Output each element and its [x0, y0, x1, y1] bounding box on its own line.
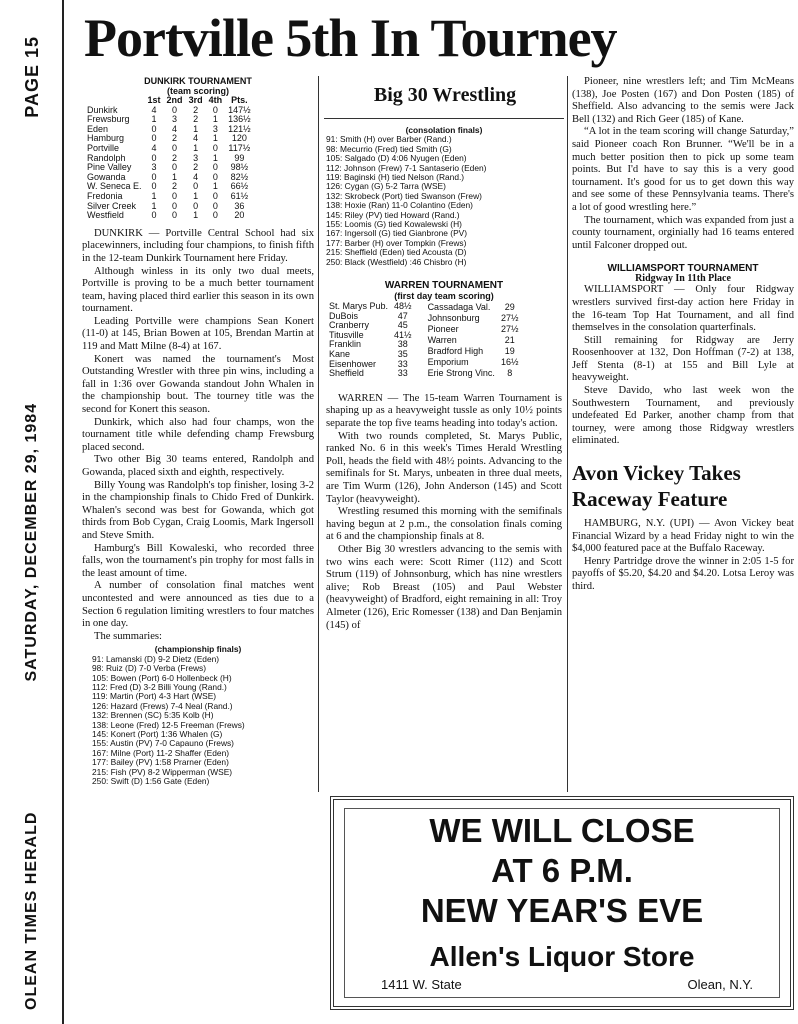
- team-stat: 1: [193, 210, 199, 221]
- team-stat: 0: [172, 210, 178, 221]
- divider: [324, 118, 564, 119]
- team-stat: 4: [151, 104, 157, 115]
- team-stat: 136½: [228, 114, 251, 125]
- column-right: [572, 76, 794, 594]
- team-points: 27½: [500, 312, 519, 323]
- summary-line: 91: Smith (H) over Barber (Rand.): [326, 134, 452, 145]
- article-paragraph: DUNKIRK — Portville Central School had six placewinners, including four champions, to finish fifth in the 12-team Dunkirk Tournament here Friday.: [82, 227, 314, 264]
- publication-name: OLEAN TIMES HERALD: [23, 811, 40, 1010]
- team-stat: 0: [212, 104, 218, 115]
- team-points: 48½: [394, 301, 412, 312]
- team-name: Fredonia: [87, 190, 123, 201]
- column-rule: [567, 76, 568, 792]
- team-stat: 0: [212, 210, 218, 221]
- team-stat: 3: [212, 123, 218, 134]
- team-stat: 117½: [228, 142, 251, 153]
- team-points: 27½: [500, 323, 519, 334]
- championship-summaries: [82, 645, 314, 786]
- summary-line: 138: Leone (Fred) 12-5 Freeman (Frews): [92, 719, 245, 730]
- team-stat: 1: [193, 190, 199, 201]
- team-stat: 1: [212, 114, 218, 125]
- team-name: Titusville: [329, 329, 364, 340]
- article-paragraph: HAMBURG, N.Y. (UPI) — Avon Vickey beat Financial Wizard by a head Friday night to win the $4,000 featured pace at the Buffalo Raceway.: [572, 518, 794, 555]
- column-header: 3rd: [188, 95, 203, 105]
- team-stat: 66½: [230, 181, 249, 192]
- column-header: 2nd: [166, 95, 183, 105]
- team-name: Hamburg: [87, 133, 125, 144]
- team-name: Frewsburg: [87, 114, 130, 125]
- team-stat: 121½: [228, 123, 251, 134]
- team-stat: 1: [193, 142, 199, 153]
- team-name: W. Seneca E.: [87, 181, 142, 192]
- team-name: Johnsonburg: [427, 312, 480, 323]
- dunkirk-table-title: DUNKIRK TOURNAMENT: [144, 76, 252, 86]
- portville-article: [82, 228, 314, 644]
- publication-date: SATURDAY, DECEMBER 29, 1984: [23, 402, 40, 682]
- dunkirk-standings-table: [84, 96, 254, 221]
- team-points: 21: [504, 334, 515, 345]
- team-stat: 0: [151, 181, 157, 192]
- ad-line-2: AT 6 P.M.: [491, 852, 633, 889]
- team-stat: 20: [234, 210, 245, 221]
- summary-line: 126: Hazard (Frews) 7-4 Neal (Rand.): [92, 700, 233, 711]
- team-stat: 0: [193, 200, 199, 211]
- team-stat: 0: [172, 162, 178, 173]
- article-paragraph: Although winless in its only two dual meets, Portville is proving to be a much better tournament team, having placed third earlier this season in its own tournament.: [82, 265, 314, 315]
- summary-line: 112: Fred (D) 3-2 Billi Young (Rand.): [92, 681, 227, 692]
- team-name: Kane: [329, 349, 351, 360]
- team-name: Gowanda: [87, 171, 126, 182]
- team-stat: 1: [212, 181, 218, 192]
- summary-line: 177: Bailey (PV) 1:58 Prarner (Eden): [92, 757, 229, 768]
- table-row: [425, 357, 522, 368]
- team-stat: 3: [151, 162, 157, 173]
- team-stat: 4: [151, 142, 157, 153]
- team-stat: 1: [151, 190, 157, 201]
- column-header: 4th: [208, 95, 223, 105]
- summary-line: 98: Mecurrio (Fred) tied Smith (G): [326, 143, 452, 154]
- summary-line: 98: Ruiz (D) 7-0 Verba (Frews): [92, 663, 207, 674]
- summary-line: 119: Baginski (H) tied Nelson (Rand.): [326, 172, 465, 183]
- team-stat: 0: [193, 181, 199, 192]
- article-paragraph: WILLIAMSPORT — Only four Ridgway wrestlers survived first-day action here Friday in the 16-team Top Hat Tournament, and all find themselves in the consolation quarterfinals.: [572, 284, 794, 334]
- williamsport-title: WILLIAMSPORT TOURNAMENT: [607, 263, 759, 275]
- team-name: Bradford High: [427, 345, 484, 356]
- warren-standings-left: [326, 302, 415, 379]
- team-points: 8: [507, 367, 513, 378]
- page-strip: [0, 0, 64, 1024]
- ad-line-1: WE WILL CLOSE: [429, 812, 695, 849]
- summary-line: 138: Hoxie (Ran) 11-0 Colantino (Eden): [326, 200, 473, 211]
- warren-table-subtitle: (first day team scoring): [394, 291, 494, 302]
- team-stat: 2: [172, 133, 178, 144]
- summary-line: 132: Skrobeck (Port) tied Swanson (Frew): [326, 190, 482, 201]
- team-stat: 0: [172, 104, 178, 115]
- article-paragraph: Hamburg's Bill Kowaleski, who recorded three falls, won the tournament's pin trophy for most falls in the least amount of time.: [82, 542, 314, 579]
- team-stat: 0: [151, 133, 157, 144]
- team-stat: 0: [151, 171, 157, 182]
- column-rule: [318, 76, 319, 792]
- summary-line: 126: Cygan (G) 5-2 Tarra (WSE): [326, 181, 446, 192]
- team-stat: 0: [212, 190, 218, 201]
- ad-store-name: Allen's Liquor Store: [429, 941, 695, 972]
- team-points: 19: [504, 345, 515, 356]
- article-paragraph: Steve Davido, who last week won the Southwestern Tournament, and previously undefeated Ed Parker, another champ from that tourney, were among those Ridgway wrestlers eliminated.: [572, 385, 794, 447]
- team-points: 47: [397, 310, 408, 321]
- article-paragraph: Other Big 30 wrestlers advancing to the semis with two wins each were: Scott Rimer (112) and Scott Strum (119) of Johnsonburg, which has nine wrestlers alive; Rob Breast (105) and Paul Webster (heavyweight) of Bradford, eight remaining in all: Troy Almeter (126), Eric Romesser (138) and Dan Benjamin (145) of: [326, 543, 562, 631]
- liquor-store-ad: [330, 796, 794, 1010]
- table-row: [425, 302, 522, 313]
- team-name: Pine Valley: [87, 162, 132, 173]
- consolation-header: (consolation finals): [405, 125, 483, 135]
- team-points: 33: [397, 368, 408, 379]
- article-paragraph: Pioneer, nine wrestlers left; and Tim McMeans (138), Joe Posten (167) and Don Posten (185) of Sheffield. Also advancing to the semis were Jack Bell (132) and Rich Geer (185) of Kane.: [572, 76, 794, 125]
- summary-line: 250: Swift (D) 1:56 Gate (Eden): [92, 776, 210, 786]
- summary-line: 215: Fish (PV) 8-2 Wipperman (WSE): [92, 766, 233, 777]
- team-stat: 147½: [228, 104, 251, 115]
- team-stat: 99: [234, 152, 245, 163]
- summary-line: 155: Austin (PV) 7-0 Capauno (Frews): [92, 738, 234, 749]
- ad-line-3: NEW YEAR'S EVE: [420, 892, 704, 929]
- team-stat: 1: [193, 123, 199, 134]
- team-stat: 0: [212, 162, 218, 173]
- table-row: [326, 369, 415, 379]
- team-name: Sheffield: [329, 368, 364, 379]
- team-stat: 2: [172, 152, 178, 163]
- page-headline: Portville 5th In Tourney: [84, 8, 617, 68]
- team-name: Silver Creek: [87, 200, 137, 211]
- summary-line: 112: Johnson (Frew) 7-1 Santaserio (Eden): [326, 162, 487, 173]
- team-stat: 36: [234, 200, 245, 211]
- team-stat: 0: [172, 200, 178, 211]
- team-name: Westfield: [87, 210, 124, 221]
- article-paragraph: Still remaining for Ridgway are Jerry Roosenhoover at 132, Don Hoffman (7-2) at 138, Jeff Stenta (8-1) at 155 and Bill Lyle at heavyweight.: [572, 334, 794, 384]
- team-stat: 2: [172, 181, 178, 192]
- team-stat: 0: [212, 171, 218, 182]
- team-points: 45: [397, 320, 408, 331]
- team-name: Cassadaga Val.: [427, 301, 491, 312]
- avon-article: [572, 518, 794, 594]
- team-points: 16½: [500, 356, 519, 367]
- team-stat: 82½: [230, 171, 249, 182]
- team-stat: 61½: [230, 190, 249, 201]
- team-stat: 1: [151, 114, 157, 125]
- williamsport-article: [572, 284, 794, 448]
- column-header: 1st: [147, 95, 161, 105]
- team-points: 35: [397, 349, 408, 360]
- summary-line: 105: Bowen (Port) 6-0 Hollenbeck (H): [92, 672, 232, 683]
- table-row: [425, 346, 522, 357]
- table-row: [425, 324, 522, 335]
- team-name: Portville: [87, 142, 120, 153]
- team-name: Cranberry: [329, 320, 370, 331]
- article-paragraph: Leading Portville were champions Sean Konert (11-0) at 145, Brian Bowen at 105, Brendan Martin at 119 and Matt Milne (8-4) at 167.: [82, 315, 314, 353]
- summary-line: 167: Milne (Port) 11-2 Shaffer (Eden): [92, 747, 230, 758]
- table-row: [425, 313, 522, 324]
- avon-headline: Avon Vickey Takes Raceway Feature: [572, 461, 741, 512]
- column-middle: [326, 126, 562, 632]
- summary-line: 145: Konert (Port) 1:36 Whalen (G): [92, 728, 223, 739]
- team-points: 29: [504, 301, 515, 312]
- article-paragraph: Wrestling resumed this morning with the semifinals having begun at 2 p.m., the consolation finals coming at 6 and the championship finals at 8.: [326, 506, 562, 543]
- team-stat: 120: [231, 133, 247, 144]
- table-row: [84, 211, 254, 221]
- article-paragraph: Konert was named the tournament's Most Outstanding Wrestler with three pin wins, including a fall in 1:36 over Gowanda standout John Whalen in the championship bout. The tourney title was the second for Konert this season.: [82, 353, 314, 416]
- team-stat: 0: [212, 200, 218, 211]
- team-stat: 0: [172, 190, 178, 201]
- team-name: St. Marys Pub.: [329, 301, 389, 312]
- article-paragraph: The tournament, which was expanded from just a county tournament, orginially had 16 teams entered until Falconer dropped out.: [572, 214, 794, 251]
- team-name: Warren: [427, 334, 457, 345]
- article-paragraph: WARREN — The 15-team Warren Tournament is shaping up as a heavyweight tussle as only 10½ points separate the top five teams heading into today's action.: [326, 392, 562, 430]
- dunkirk-table-subtitle: (team scoring): [166, 86, 229, 96]
- warren-article: [326, 393, 562, 632]
- ad-address: 1411 W. State: [381, 977, 462, 992]
- team-stat: 4: [193, 133, 199, 144]
- article-paragraph: The summaries:: [94, 630, 162, 642]
- summary-line: 155: Loomis (G) tied Kowalewski (H): [326, 219, 462, 230]
- article-paragraph: Two other Big 30 teams entered, Randolph and Gowanda, placed sixth and eighth, respectively.: [82, 454, 314, 478]
- team-name: Pioneer: [427, 323, 459, 334]
- team-stat: 2: [193, 114, 199, 125]
- team-stat: 0: [151, 210, 157, 221]
- article-paragraph: A number of consolation final matches went uncontested and were announced as ties due to a Section 6 regulation limiting wrestlers to four matches in one day.: [82, 580, 314, 630]
- summary-line: 250: Black (Westfield) :46 Chisbro (H): [326, 256, 467, 267]
- summary-line: 91: Lamanski (D) 9-2 Dietz (Eden): [92, 653, 220, 664]
- column-header: Pts.: [231, 95, 248, 105]
- column-left: [82, 76, 314, 786]
- article-paragraph: “A lot in the team scoring will change Saturday,” said Pioneer coach Ron Brunner. “We'll be in a much better position then to pick up some team points. But I'd have to say this is a very good tournament. It's good for us to get down this way and see some of these Pennsylvania teams. There's a lot of good wrestling here.”: [572, 126, 794, 213]
- team-name: Eisenhower: [329, 358, 377, 369]
- table-row: [425, 335, 522, 346]
- page-strip-text: [4, 0, 60, 1010]
- summary-line: 215: Sheffield (Eden) tied Acousta (D): [326, 247, 467, 258]
- team-name: Franklin: [329, 339, 362, 350]
- team-name: Randolph: [87, 152, 126, 163]
- team-stat: 4: [193, 171, 199, 182]
- team-stat: 1: [172, 171, 178, 182]
- team-stat: 1: [212, 133, 218, 144]
- team-name: DuBois: [329, 310, 359, 321]
- team-stat: 0: [212, 142, 218, 153]
- team-stat: 0: [151, 123, 157, 134]
- warren-table-title: WARREN TOURNAMENT: [384, 280, 504, 292]
- team-stat: 1: [151, 200, 157, 211]
- article-paragraph: Billy Young was Randolph's top finisher, losing 3-2 in the championship finals to Chido Fred of Dunkirk. Whalen's second was best for Gowanda, which got thirds from Bob Cygan, Craig Loomis, Mark Ingersoll and Steve Smith.: [82, 479, 314, 541]
- article-paragraph: With two rounds completed, St. Marys Public, ranked No. 6 in this week's Times Herald Wrestling Poll, heads the field with 48½ points. Advancing to the semifinals for St. Marys, unbeaten in three dual meets, are Tim Wurm (126), John Anderson (145) and Scott Taylor (heavyweight).: [326, 430, 562, 505]
- ad-city: Olean, N.Y.: [687, 977, 753, 992]
- team-points: 33: [397, 358, 408, 369]
- team-stat: 2: [193, 162, 199, 173]
- summary-line: 105: Salgado (D) 4:06 Nyugen (Eden): [326, 153, 467, 164]
- big30-title: Big 30 Wrestling: [373, 84, 517, 106]
- team-stat: 98½: [230, 162, 249, 173]
- team-name: Emporium: [427, 356, 469, 367]
- article-paragraph: Henry Partridge drove the winner in 2:05 1-5 for payoffs of $5.20, $4.20 and $4.20. Lotsa Leroy was third.: [572, 555, 794, 592]
- summary-line: 145: Riley (PV) tied Howard (Rand.): [326, 209, 460, 220]
- team-name: Erie Strong Vinc.: [427, 367, 495, 378]
- williamsport-subtitle: Ridgway In 11th Place: [635, 273, 731, 285]
- team-stat: 1: [212, 152, 218, 163]
- team-stat: 0: [151, 152, 157, 163]
- team-name: Eden: [87, 123, 109, 134]
- page-number: PAGE 15: [21, 36, 42, 118]
- championship-header: (championship finals): [154, 644, 242, 655]
- summary-line: 167: Ingersoll (G) tied Gianbrone (PV): [326, 228, 468, 239]
- team-points: 38: [397, 339, 408, 350]
- article-paragraph: Dunkirk, which also had four champs, won the tournament title while defending champ Frewsburg placed second.: [82, 416, 314, 453]
- summary-line: 132: Brennen (SC) 5:35 Kolb (H): [92, 710, 214, 721]
- summary-line: 177: Barber (H) over Tompkin (Frews): [326, 237, 467, 248]
- warren-standings-right: [425, 302, 522, 379]
- team-name: Dunkirk: [87, 104, 118, 115]
- team-stat: 2: [193, 104, 199, 115]
- team-stat: 0: [172, 142, 178, 153]
- pioneer-article: [572, 76, 794, 252]
- ad-address-row: [345, 977, 779, 992]
- team-stat: 3: [193, 152, 199, 163]
- table-row: [425, 368, 522, 379]
- team-stat: 3: [172, 114, 178, 125]
- team-points: 41½: [394, 329, 412, 340]
- summary-line: 119: Martin (Port) 4-3 Hart (WSE): [92, 691, 217, 702]
- team-stat: 4: [172, 123, 178, 134]
